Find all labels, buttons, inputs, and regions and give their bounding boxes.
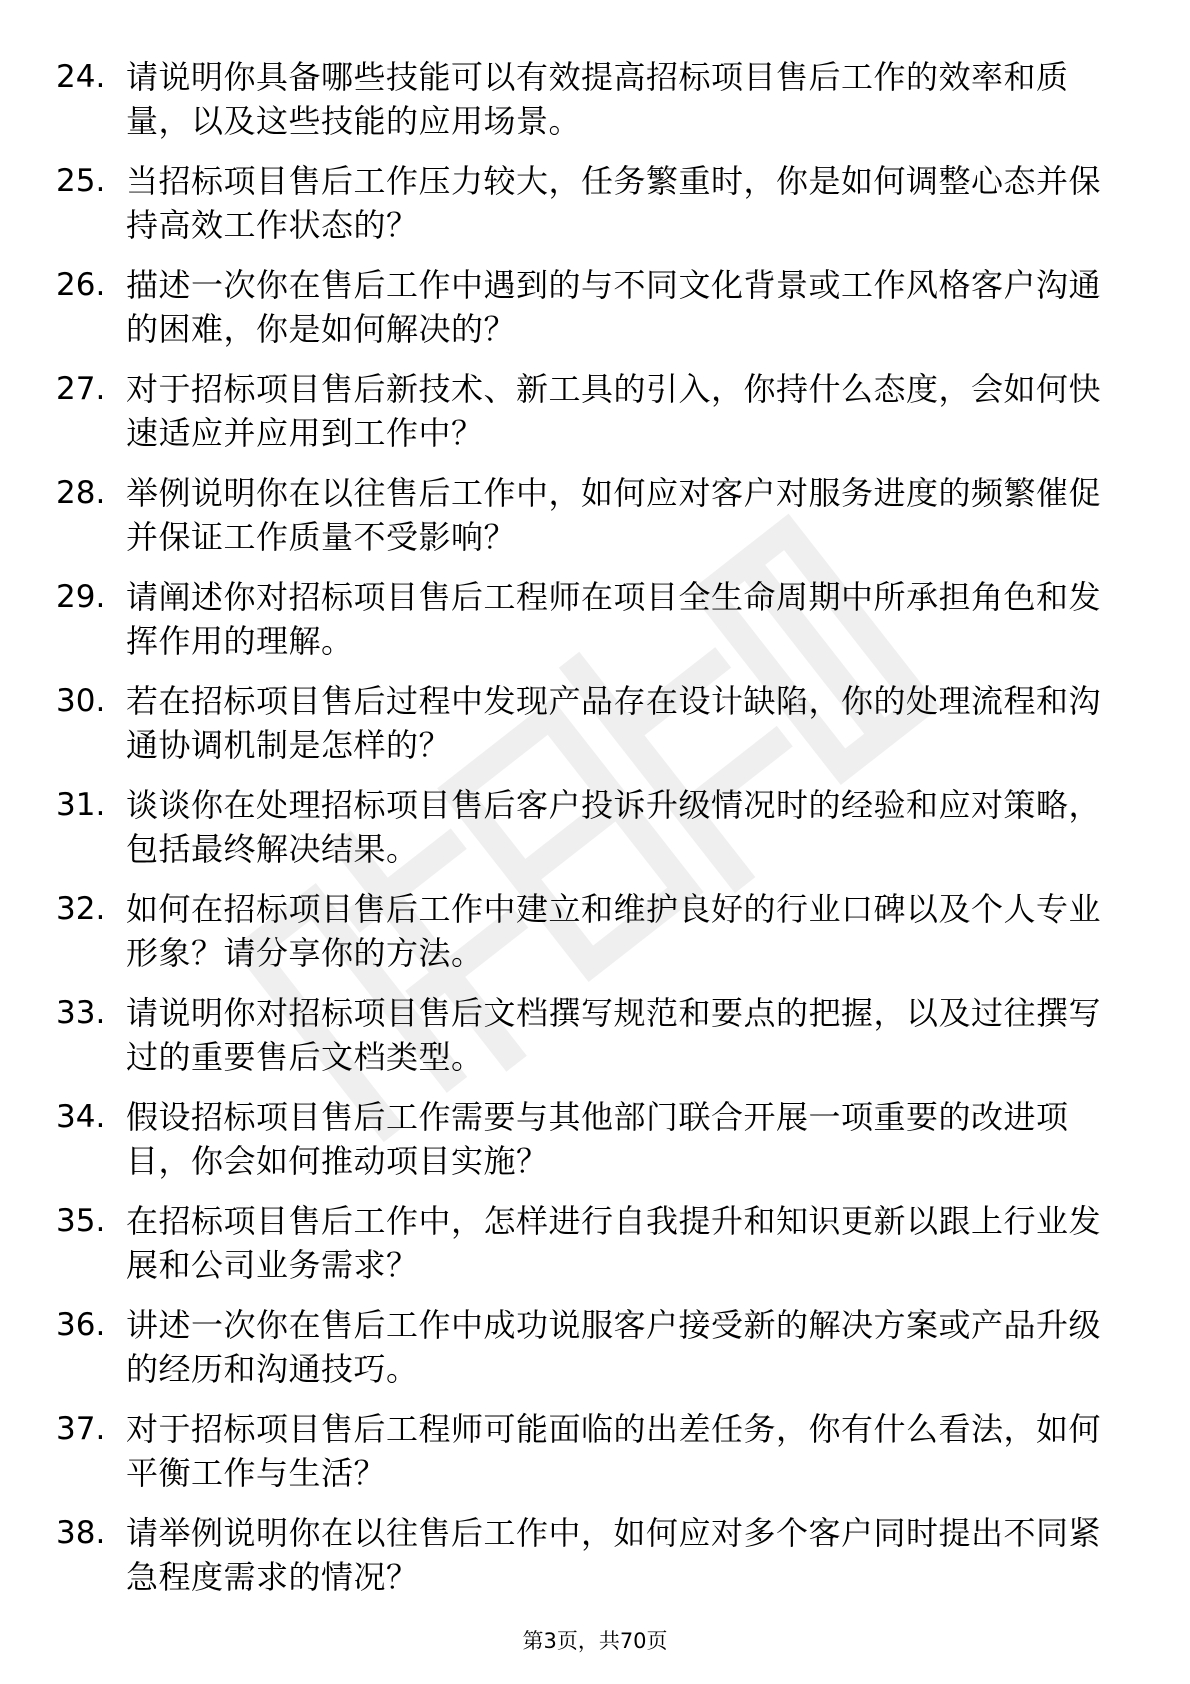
- question-item: [56, 783, 1136, 887]
- question-text: 如何在招标项目售后工作中建立和维护良好的行业口碑以及个人专业形象？请分享你的方法。: [126, 890, 1102, 972]
- question-number: 35.: [56, 1203, 106, 1239]
- question-text: 请阐述你对招标项目售后工程师在项目全生命周期中所承担角色和发挥作用的理解。: [126, 578, 1102, 660]
- question-list: [56, 55, 1136, 1615]
- question-text: 描述一次你在售后工作中遇到的与不同文化背景或工作风格客户沟通的困难，你是如何解决的？: [126, 266, 1102, 348]
- question-text: 对于招标项目售后新技术、新工具的引入，你持什么态度，会如何快速适应并应用到工作中？: [126, 370, 1102, 452]
- question-text: 举例说明你在以往售后工作中，如何应对客户对服务进度的频繁催促并保证工作质量不受影响？: [126, 474, 1102, 556]
- question-number: 38.: [56, 1515, 106, 1551]
- question-text: 对于招标项目售后工程师可能面临的出差任务，你有什么看法，如何平衡工作与生活？: [126, 1410, 1102, 1492]
- question-text: 讲述一次你在售后工作中成功说服客户接受新的解决方案或产品升级的经历和沟通技巧。: [126, 1306, 1102, 1388]
- question-text: 谈谈你在处理招标项目售后客户投诉升级情况时的经验和应对策略，包括最终解决结果。: [126, 786, 1102, 868]
- question-number: 27.: [56, 371, 106, 407]
- question-text: 在招标项目售后工作中，怎样进行自我提升和知识更新以跟上行业发展和公司业务需求？: [126, 1202, 1102, 1284]
- question-item: [56, 55, 1136, 159]
- question-text: 若在招标项目售后过程中发现产品存在设计缺陷，你的处理流程和沟通协调机制是怎样的？: [126, 682, 1102, 764]
- question-number: 24.: [56, 59, 106, 95]
- question-item: [56, 1199, 1136, 1303]
- question-number: 29.: [56, 579, 106, 615]
- question-item: [56, 991, 1136, 1095]
- question-number: 30.: [56, 683, 106, 719]
- question-item: [56, 1407, 1136, 1511]
- question-item: [56, 159, 1136, 263]
- question-item: [56, 575, 1136, 679]
- question-number: 31.: [56, 787, 106, 823]
- question-number: 32.: [56, 891, 106, 927]
- question-number: 34.: [56, 1099, 106, 1135]
- question-text: 请说明你具备哪些技能可以有效提高招标项目售后工作的效率和质量，以及这些技能的应用场景。: [126, 58, 1069, 140]
- question-text: 当招标项目售后工作压力较大，任务繁重时，你是如何调整心态并保持高效工作状态的？: [126, 162, 1102, 244]
- question-item: [56, 367, 1136, 471]
- question-item: [56, 679, 1136, 783]
- question-number: 33.: [56, 995, 106, 1031]
- question-text: 请举例说明你在以往售后工作中，如何应对多个客户同时提出不同紧急程度需求的情况？: [126, 1514, 1102, 1596]
- question-number: 36.: [56, 1307, 106, 1343]
- question-number: 37.: [56, 1411, 106, 1447]
- question-item: [56, 471, 1136, 575]
- question-item: [56, 263, 1136, 367]
- page-number-label: 第3页，共70页: [522, 1629, 668, 1653]
- question-number: 28.: [56, 475, 106, 511]
- question-item: [56, 887, 1136, 991]
- question-number: 26.: [56, 267, 106, 303]
- question-item: [56, 1303, 1136, 1407]
- question-item: [56, 1511, 1136, 1615]
- question-text: 请说明你对招标项目售后文档撰写规范和要点的把握，以及过往撰写过的重要售后文档类型。: [126, 994, 1102, 1076]
- question-text: 假设招标项目售后工作需要与其他部门联合开展一项重要的改进项目，你会如何推动项目实施？: [126, 1098, 1069, 1180]
- question-item: [56, 1095, 1136, 1199]
- question-number: 25.: [56, 163, 106, 199]
- page-footer: [0, 1626, 1190, 1656]
